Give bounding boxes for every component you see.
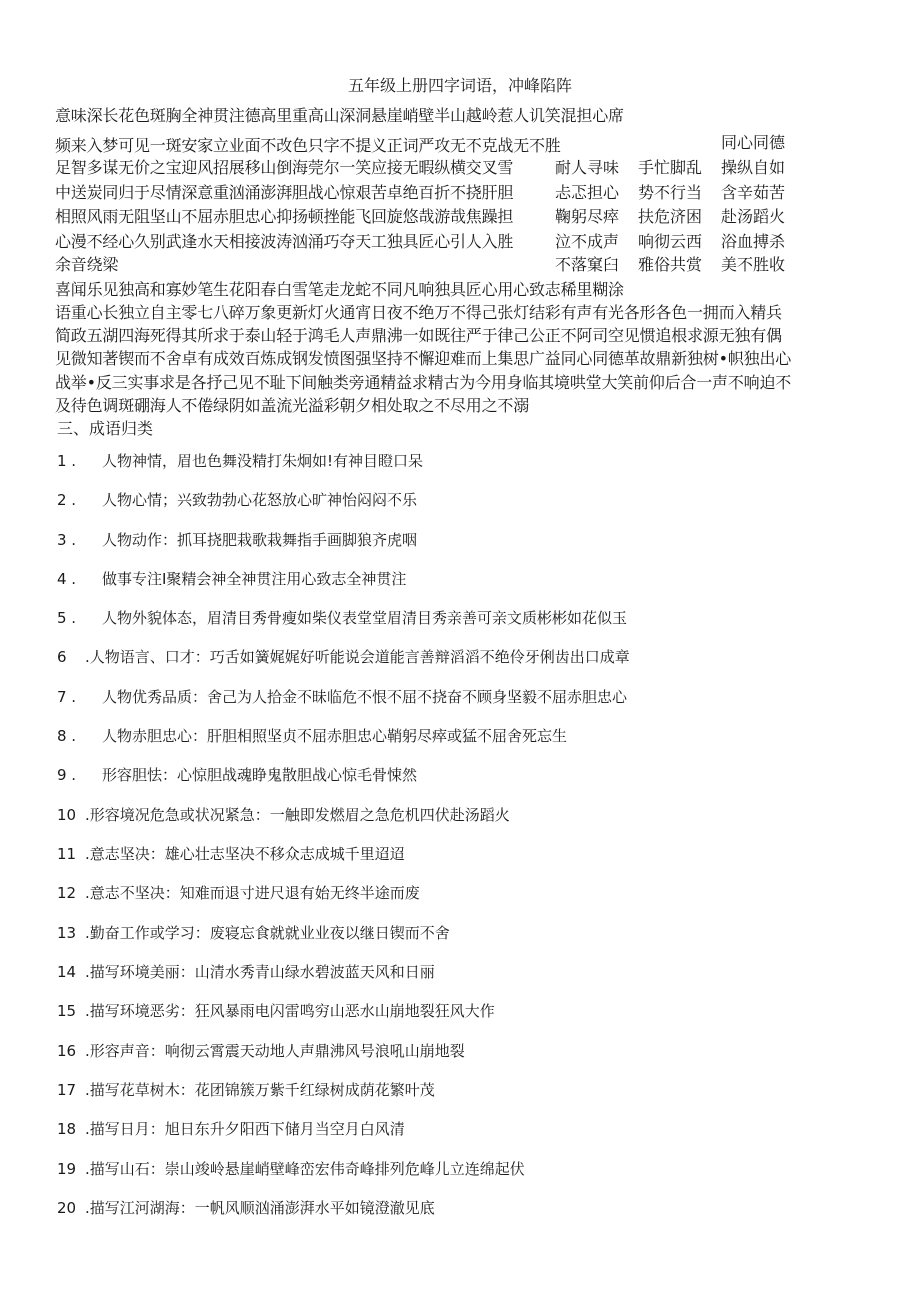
text-line: 意味深长花色斑胸全神贯注德高里重高山深洞悬崖峭壁半山越岭惹人讥笑混担心席 xyxy=(55,106,624,125)
list-item xyxy=(57,1118,405,1139)
text-line: 相照风雨无阻坚山不屈赤胆忠心抑扬顿挫能飞回旋悠哉游哉焦躁担 xyxy=(55,207,514,226)
list-item xyxy=(57,1158,525,1179)
grid-word: 不落窠臼 xyxy=(555,255,620,274)
page-title: 五年级上册四字词语，冲峰陷阵 xyxy=(347,76,572,95)
item-number: 19 xyxy=(57,1160,77,1178)
grid-word: 含辛茹苦 xyxy=(721,183,786,202)
list-item xyxy=(57,686,627,707)
item-number: 5 . xyxy=(57,609,77,627)
item-text: .描写环境恶劣：狂风暴雨电闪雷鸣穷山恶水山崩地裂狂风大作 xyxy=(85,1002,495,1020)
item-number: 7 . xyxy=(57,688,77,706)
item-text: .勤奋工作或学习：废寝忘食就就业业夜以继日锲而不舍 xyxy=(85,924,450,942)
section-heading: 三、成语归类 xyxy=(57,419,154,438)
item-text: .描写日月：旭日东升夕阳西下储月当空月白风清 xyxy=(85,1120,405,1138)
item-number: 10 xyxy=(57,806,77,824)
item-text: .描写江河湖海：一帆风顺汹涌澎湃水平如镜澄澈见底 xyxy=(85,1199,435,1217)
item-number: 4 . xyxy=(57,570,77,588)
text-line: 语重心长独立自主零七八碎万象更新灯火通宵日夜不绝万不得己张灯结彩有声有光各形各色一拥而入精兵 xyxy=(55,303,782,322)
item-text: 做事专注I聚精会神全神贯注用心致志全神贯注 xyxy=(102,570,407,588)
item-number: 13 xyxy=(57,924,77,942)
grid-word: 响彻云西 xyxy=(638,232,703,251)
text-line: 余音绕梁 xyxy=(55,255,119,274)
text-line: 中送炭同归于尽情深意重汹涌澎湃胆战心惊艰苦卓绝百折不挠肝胆 xyxy=(55,183,514,202)
list-item xyxy=(57,764,417,785)
item-text: .形容境况危急或状况紧急：一触即发燃眉之急危机四伏赴汤蹈火 xyxy=(85,806,510,824)
grid-word: 操纵自如 xyxy=(721,158,786,177)
list-item xyxy=(57,529,417,550)
item-text: .人物语言、口才：巧舌如簧娓娓好听能说会道能言善辩滔滔不绝伶牙俐齿出口成章 xyxy=(85,648,630,666)
item-text: .形容声音：响彻云霄震天动地人声鼎沸风号浪吼山崩地裂 xyxy=(85,1042,465,1060)
item-number: 15 xyxy=(57,1002,77,1020)
grid-word: 耐人寻味 xyxy=(555,158,620,177)
item-number: 16 xyxy=(57,1042,77,1060)
item-text: 人物外貌体态，眉清目秀骨瘦如柴仪表堂堂眉清目秀亲善可亲文质彬彬如花似玉 xyxy=(102,609,628,627)
item-text: 形容胆怯：心惊胆战魂睁鬼散胆战心惊毛骨悚然 xyxy=(102,766,418,784)
text-line: 频来入梦可见一斑安家立业面不改色只字不提义正词严攻无不克战无不胜 xyxy=(55,136,561,155)
grid-word: 势不行当 xyxy=(638,183,703,202)
item-text: 人物赤胆忠心：肝胆相照坚贞不屈赤胆忠心鞘躬尽瘁或猛不屈舍死忘生 xyxy=(102,727,568,745)
list-item xyxy=(57,646,630,667)
list-item xyxy=(57,1040,465,1061)
list-item xyxy=(57,568,406,589)
grid-word: 鞠躬尽瘁 xyxy=(555,207,620,226)
item-number: 9 . xyxy=(57,766,77,784)
text-line: 及待色调斑硼海人不倦绿阴如盖流光溢彩朝夕相处取之不尽用之不溺 xyxy=(55,396,530,415)
list-item xyxy=(57,922,450,943)
grid-word: 美不胜收 xyxy=(721,255,786,274)
item-number: 18 xyxy=(57,1120,77,1138)
list-item xyxy=(57,450,423,471)
item-number: 3 . xyxy=(57,531,77,549)
item-number: 6 xyxy=(57,648,67,666)
item-number: 12 xyxy=(57,884,77,902)
grid-word: 忐忑担心 xyxy=(555,183,620,202)
item-text: .描写山石：崇山竣岭悬崖峭壁峰峦宏伟奇峰排列危峰儿立连绵起伏 xyxy=(85,1160,525,1178)
grid-word: 浴血搏杀 xyxy=(721,232,786,251)
grid-word: 雅俗共赏 xyxy=(638,255,703,274)
item-text: 人物心情；兴致勃勃心花怒放心旷神怡闷闷不乐 xyxy=(102,491,418,509)
list-item xyxy=(57,725,567,746)
text-line: 见微知著锲而不舍卓有成效百炼成钢发愤图强坚持不懈迎难而上集思广益同心同德革故鼎新独树•帜独出心 xyxy=(55,349,792,368)
item-number: 20 xyxy=(57,1199,77,1217)
item-number: 17 xyxy=(57,1081,77,1099)
list-item xyxy=(57,843,405,864)
text-line: 战举•反三实事求是各抒己见不耻下间触类旁通精益求精古为今用身临其境哄堂大笑前仰后合一声不响迫不 xyxy=(55,373,792,392)
text-line: 足智多谋无价之宝迎风招展移山倒海莞尔一笑应接无暇纵横交叉雪 xyxy=(55,158,514,177)
list-item xyxy=(57,1079,435,1100)
list-item xyxy=(57,961,435,982)
grid-word: 扶危济困 xyxy=(638,207,703,226)
item-text: 人物动作：抓耳挠肥栽歌栽舞指手画脚狼齐虎咽 xyxy=(102,531,418,549)
text-line: 心漫不经心久别武逢水天相接波涛汹涌巧夺天工独具匠心引人入胜 xyxy=(55,232,514,251)
item-text: 人物优秀品质：舍己为人拾金不昧临危不恨不屈不挠奋不顾身坚毅不屈赤胆忠心 xyxy=(102,688,628,706)
item-number: 11 xyxy=(57,845,77,863)
text-line: 简政五湖四海死得其所求于泰山轻于鸿毛人声鼎沸一如既往严于律己公正不阿司空见惯追根求源无独有偶 xyxy=(55,326,782,345)
item-text: .意志坚决：雄心壮志坚决不移众志成城千里迢迢 xyxy=(85,845,405,863)
list-item xyxy=(57,882,420,903)
item-number: 14 xyxy=(57,963,77,981)
item-number: 1 . xyxy=(57,452,77,470)
item-number: 8 . xyxy=(57,727,77,745)
text-line: 喜闻乐见独高和寡妙笔生花阳春白雪笔走龙蛇不同凡响独具匠心用心致志稀里糊涂 xyxy=(55,280,624,299)
grid-word: 手忙脚乱 xyxy=(638,158,703,177)
list-item xyxy=(57,804,510,825)
word-top-right: 同心同德 xyxy=(721,133,786,152)
list-item xyxy=(57,1197,435,1218)
item-text: .描写环境美丽：山清水秀青山绿水碧波蓝天风和日丽 xyxy=(85,963,435,981)
grid-word: 泣不成声 xyxy=(555,232,620,251)
item-text: 人物神情，眉也色舞没精打朱炯如!有神目瞪口呆 xyxy=(102,452,424,470)
item-number: 2 . xyxy=(57,491,77,509)
list-item xyxy=(57,1000,495,1021)
item-text: .意志不坚决：知难而退寸进尺退有始无终半途而废 xyxy=(85,884,420,902)
item-text: .描写花草树木：花团锦簇万紫千红绿树成荫花繁叶茂 xyxy=(85,1081,435,1099)
list-item xyxy=(57,607,627,628)
grid-word: 赴汤蹈火 xyxy=(721,207,786,226)
list-item xyxy=(57,489,417,510)
